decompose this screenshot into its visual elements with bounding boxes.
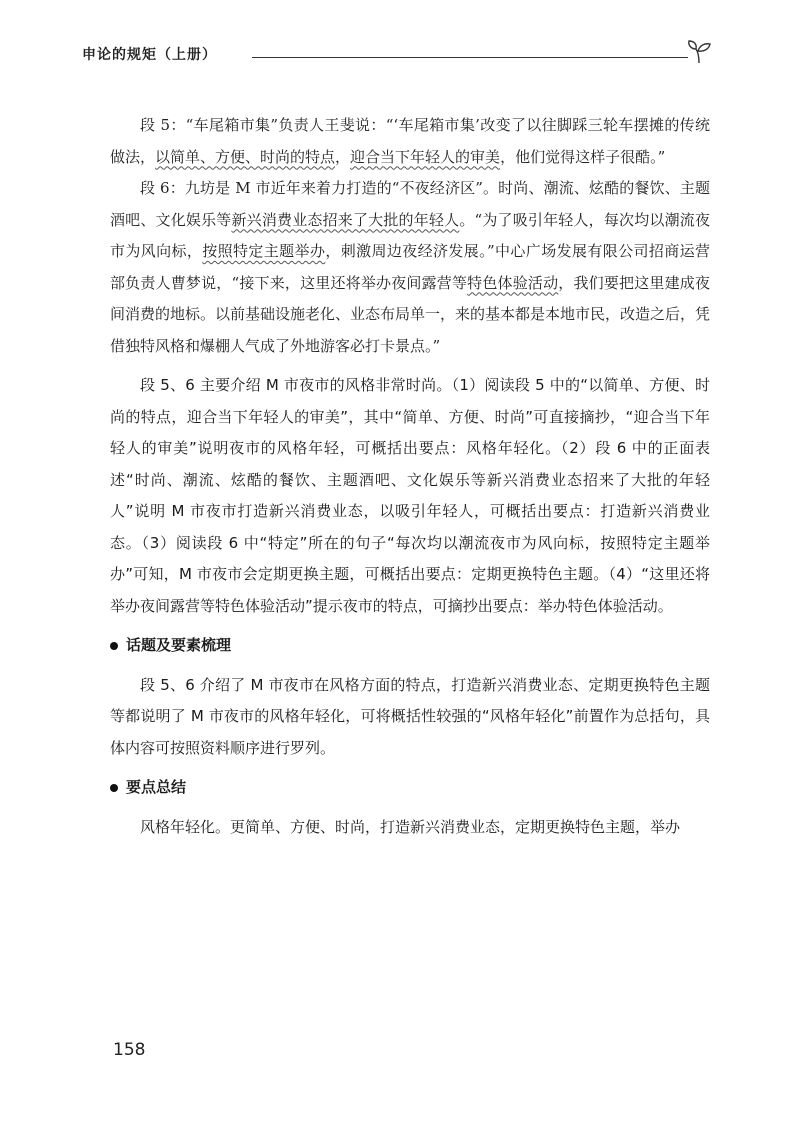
para5-text: ，他们觉得这样子很酷。”: [500, 147, 666, 166]
para5-text: ，: [335, 147, 351, 166]
summary-body-paragraph: 风格年轻化。更简单、方便、时尚，打造新兴消费业态，定期更换特色主题，举办: [140, 817, 681, 836]
section-heading-text: 要点总结: [126, 778, 187, 796]
topic-body-paragraph: 段 5、6 介绍了 M 市夜市在风格方面的特点，打造新兴消费业态、定期更换特色主题等都说明了 M 市夜市的风格年轻化，可将概括性较强的“风格年轻化”前置作为总括句，具体内容可按照资料顺序进行罗列。: [110, 675, 710, 757]
sprout-icon: [686, 38, 712, 64]
para6-underline-3: 特色体验活动: [467, 273, 559, 292]
para5-underline-1: 以简单、方便、时尚的特点: [155, 147, 336, 166]
header-rule: [252, 57, 688, 58]
para6-text: ，我们要把这里建成夜间消费的地标。以前基础设施老化、业态布局单一，来的基本都是本地市民，改造之后，凭借独特风格和爆棚人气成了外地游客必打卡景点。”: [110, 273, 711, 355]
running-header: [82, 38, 712, 68]
page-number: 158: [113, 1040, 146, 1060]
para5-underline-2: 迎合当下年轻人的审美: [350, 147, 501, 166]
para6-text: 。“为了吸引年轻人，每次均以潮流夜市为风向标，: [110, 210, 710, 260]
para5-text: 段 5：“车尾箱市集”负责人王斐说：“‘车尾箱市集’改变了以往脚踩三轮车摆摊的传统做法，: [110, 116, 710, 166]
bullet-dot-icon: [110, 784, 118, 792]
section-heading-summary: [110, 772, 710, 804]
para6-underline-2: 按照特定主题举办: [202, 242, 326, 260]
quote-paragraph-5: [110, 110, 710, 173]
para6-text: 段 6：九坊是 M 市近年来着力打造的“不夜经济区”。时尚、潮流、炫酷的餐饮、主题酒吧、文化娱乐等: [110, 179, 710, 229]
page-content: [110, 110, 710, 843]
para6-underline-1: 新兴消费业态招来了大批的年轻人: [231, 210, 460, 229]
bullet-dot-icon: [110, 642, 118, 650]
analysis-paragraph: 段 5、6 主要介绍 M 市夜市的风格非常时尚。（1）阅读段 5 中的“以简单、方便、时尚的特点，迎合当下年轻人的审美”，其中“简单、方便、时尚”可直接摘抄，“迎合当下年轻人的审美”说明夜市的风格年轻，可概括出要点：风格年轻化。（2）段 6 中的正面表述“时尚、潮流、炫酷的餐饮、主题酒吧、文化娱乐等新兴消费业态招来了大批的年轻人”说明 M 市夜市打造新兴消费业态，以吸引年轻人，可概括出要点：打造新兴消费业态。（3）阅读段 6 中“特定”所在的句子“每次均以潮流夜市为风向标，按照特定主题举办”可知，M 市夜市会定期更换主题，可概括出要点：定期更换特色主题。（4）“这里还将举办夜间露营等特色体验活动”提示夜市的特点，可摘抄出要点：举办特色体验活动。: [110, 376, 710, 615]
quote-paragraph-6: [110, 173, 710, 362]
book-title: 申论的规矩（上册）: [82, 47, 217, 63]
para6-text: ，刺激周边夜经济发展。”中心广场发展有限公司招商运营部负责人曹梦说，“接下来，这里还将举办夜间露营等: [110, 242, 710, 292]
section-heading-text: 话题及要素梳理: [126, 636, 232, 654]
section-heading-topic: [110, 630, 710, 662]
